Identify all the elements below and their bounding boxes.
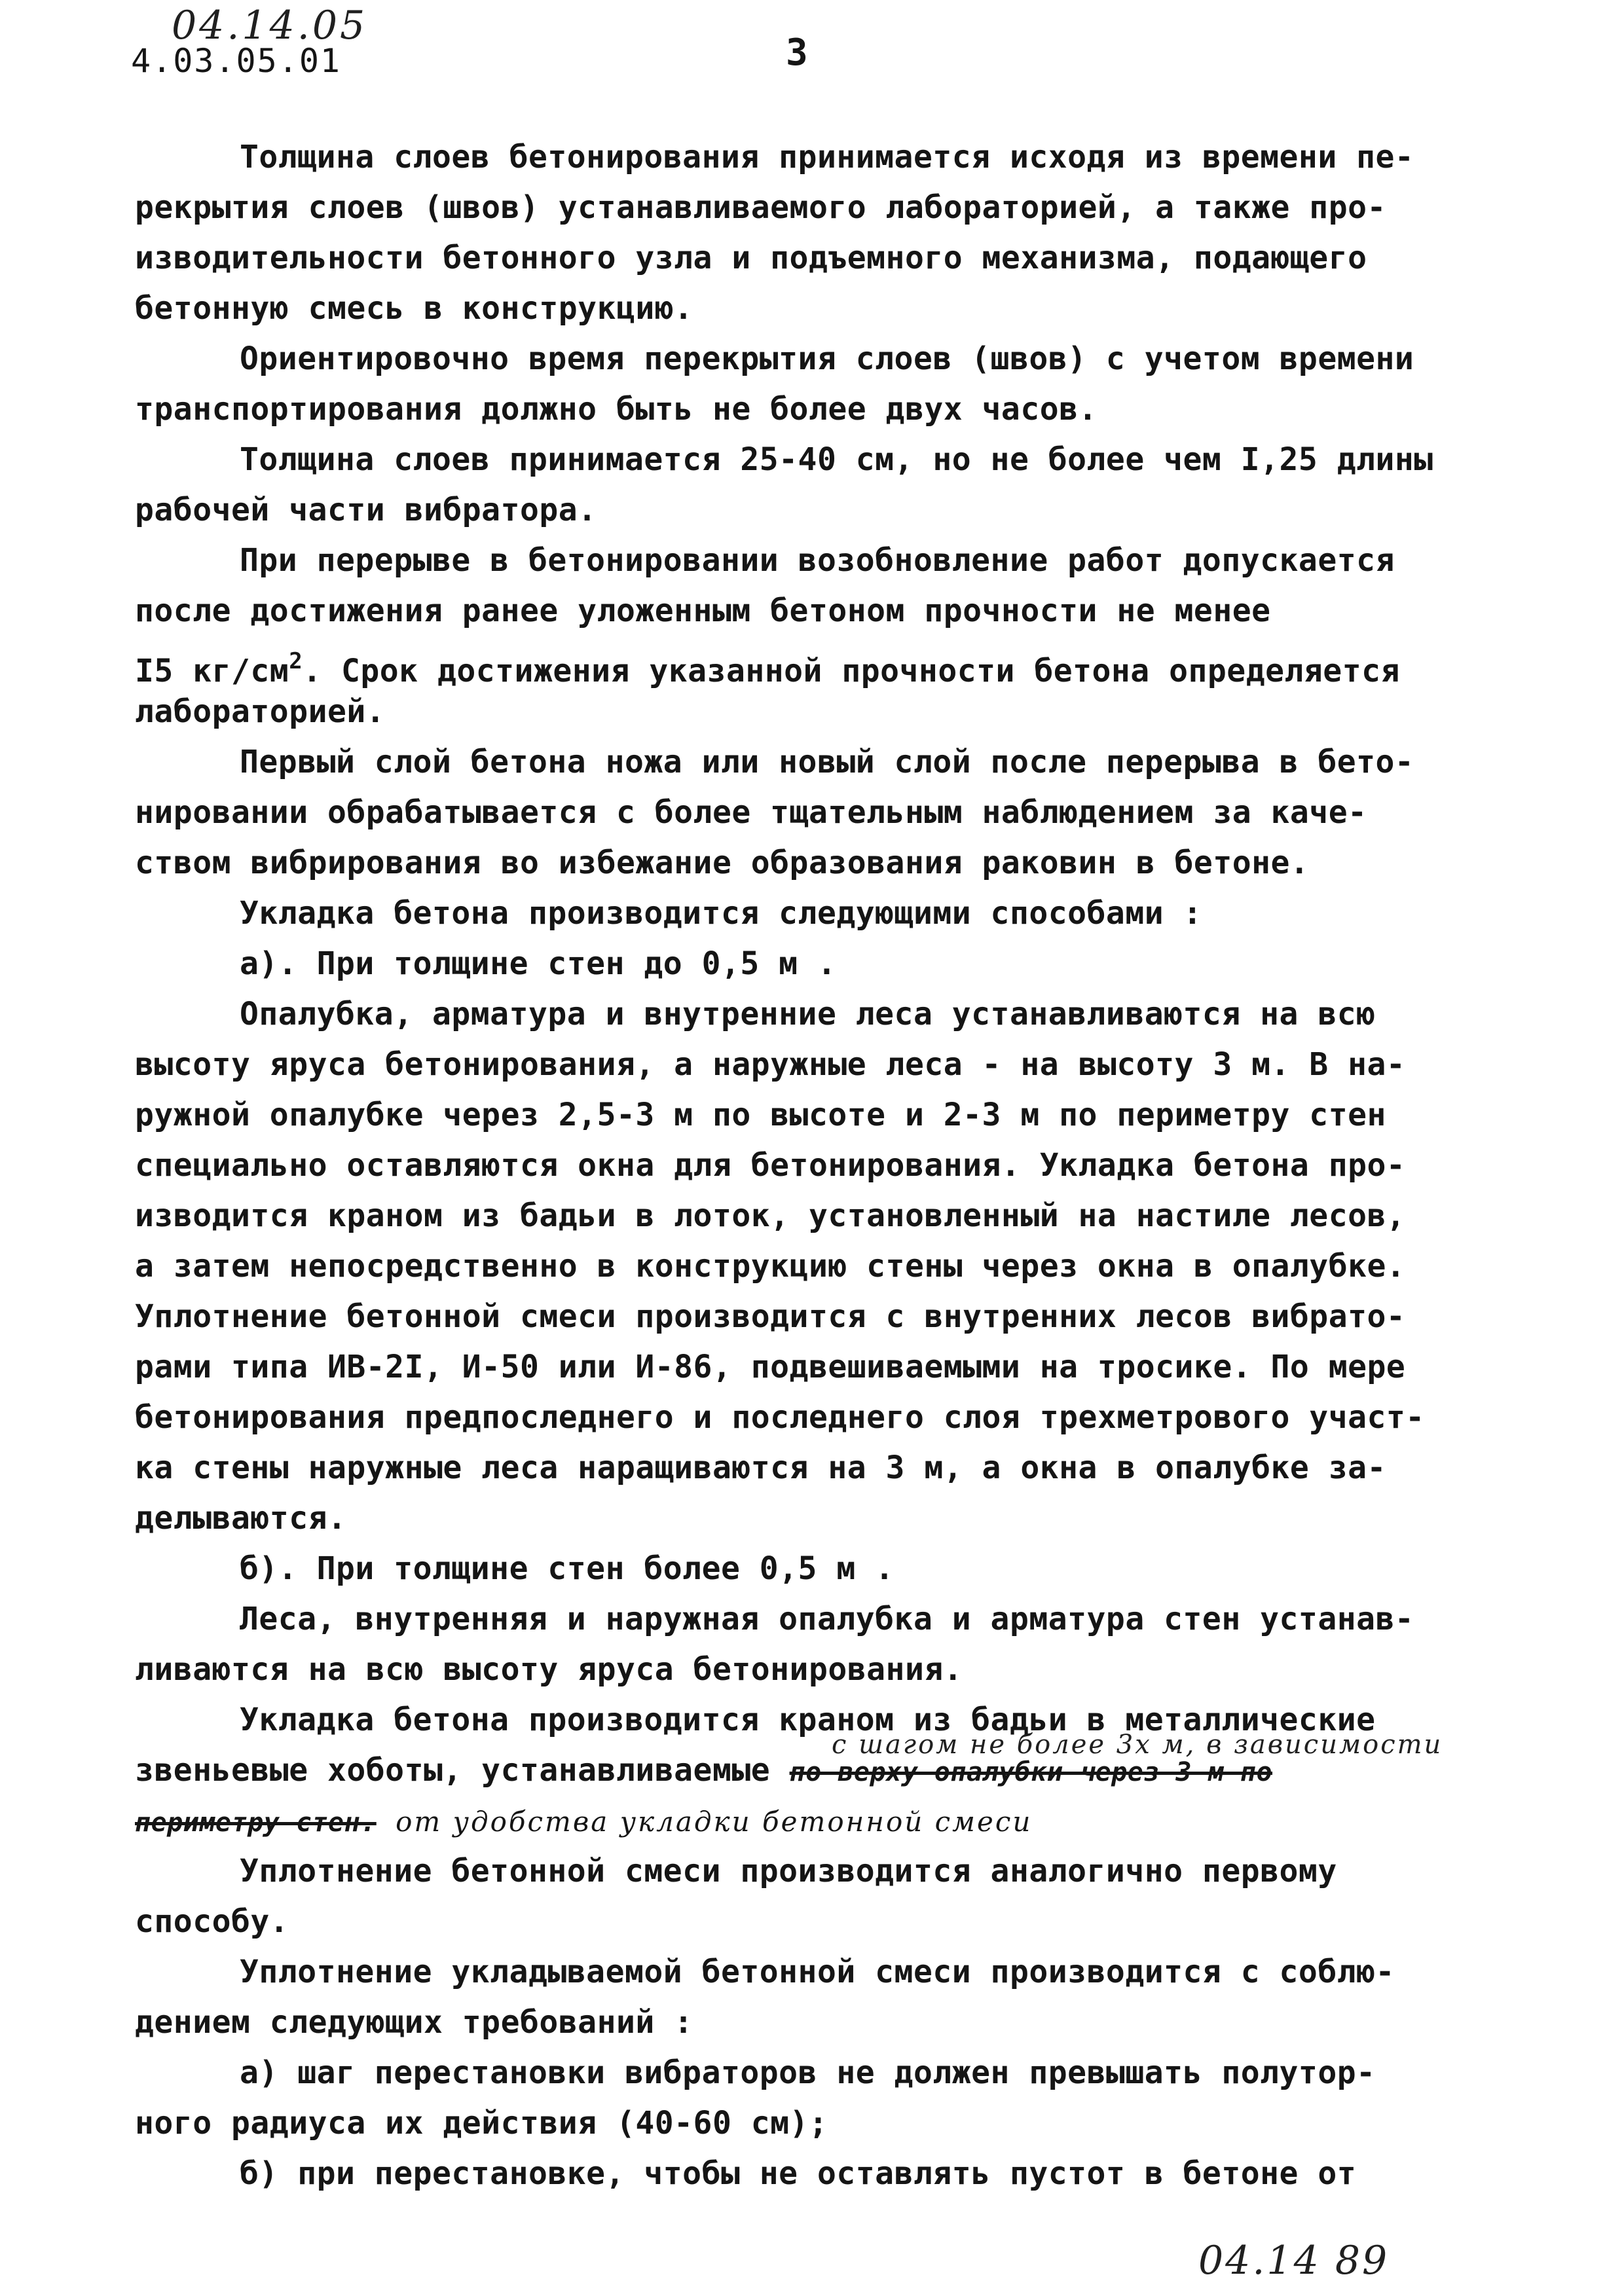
text-line: бетонирования предпоследнего и последнего слоя трехметрового участ- bbox=[135, 1399, 1425, 1436]
text-line: дением следующих требований : bbox=[135, 2004, 693, 2041]
handwritten-insertion: от удобства укладки бетонной смеси bbox=[396, 1806, 1033, 1838]
text-line: Первый слой бетона ножа или новый слой после перерыва в бето- bbox=[240, 744, 1414, 780]
text-line: Уплотнение бетонной смеси производится с внутренних лесов вибрато- bbox=[135, 1298, 1406, 1335]
text-line: Толщина слоев принимается 25-40 см, но не более чем I,25 длины bbox=[240, 441, 1433, 478]
text-line: Толщина слоев бетонирования принимается исходя из времени пе- bbox=[240, 139, 1414, 175]
struck-through-text: периметру стен. bbox=[135, 1808, 377, 1838]
text-line bbox=[135, 636, 1510, 687]
text-line: транспортирования должно быть не более двух часов. bbox=[135, 391, 1098, 428]
text-fragment: . Срок достижения указанной прочности бетона определяется bbox=[303, 653, 1400, 689]
handwritten-correction: с шагом не более 3х м, в зависимости bbox=[832, 1730, 1443, 1760]
text-line: рекрытия слоев (швов) устанавливаемого лабораторией, а также про- bbox=[135, 189, 1386, 226]
text-line: Уплотнение бетонной смеси производится аналогично первому bbox=[240, 1853, 1337, 1889]
text-line: нировании обрабатывается с более тщательным наблюдением за каче- bbox=[135, 794, 1367, 831]
text-line bbox=[135, 1745, 1510, 1796]
text-line: Леса, внутренняя и наружная опалубка и арматура стен устанав- bbox=[240, 1601, 1414, 1637]
text-line: рами типа ИВ-2I, И-50 или И-86, подвешиваемыми на тросике. По мере bbox=[135, 1349, 1406, 1385]
text-line: Укладка бетона производится следующими способами : bbox=[240, 895, 1202, 932]
text-line: б). При толщине стен более 0,5 м . bbox=[240, 1550, 895, 1587]
text-line: рабочей части вибратора. bbox=[135, 492, 597, 528]
handwritten-footer-mark: 04.14 89 bbox=[1198, 2238, 1390, 2284]
text-line: При перерыве в бетонировании возобновление работ допускается bbox=[240, 542, 1395, 579]
text-line: способу. bbox=[135, 1903, 289, 1940]
text-line: Ориентировочно время перекрытия слоев (швов) с учетом времени bbox=[240, 340, 1414, 377]
text-line: а) шаг перестановки вибраторов не должен превышать полутор- bbox=[240, 2054, 1376, 2091]
text-line: ружной опалубке через 2,5-3 м по высоте и 2-3 м по периметру стен bbox=[135, 1097, 1386, 1133]
text-fragment: звеньевые хоботы, устанавливаемые bbox=[135, 1752, 771, 1789]
text-line: Уплотнение укладываемой бетонной смеси производится с соблю- bbox=[240, 1954, 1395, 1990]
superscript: 2 bbox=[289, 648, 303, 674]
text-line: Опалубка, арматура и внутренние леса устанавливаются на всю bbox=[240, 996, 1376, 1032]
handwritten-code: 04.14.05 bbox=[172, 3, 368, 48]
document-number: 4.03.05.01 bbox=[131, 42, 342, 80]
page-number: 3 bbox=[786, 31, 808, 74]
text-fragment: I5 кг/см bbox=[135, 653, 289, 689]
text-line: высоту яруса бетонирования, а наружные леса - на высоту 3 м. В на- bbox=[135, 1046, 1406, 1083]
text-line: а затем непосредственно в конструкцию стены через окна в опалубке. bbox=[135, 1248, 1406, 1285]
text-line: бетонную смесь в конструкцию. bbox=[135, 290, 693, 327]
struck-through-text: по верху опалубки через 3 м по bbox=[789, 1757, 1273, 1787]
text-line: ливаются на всю высоту яруса бетонирования. bbox=[135, 1651, 963, 1688]
text-line: ного радиуса их действия (40-60 см); bbox=[135, 2105, 828, 2141]
text-line: б) при перестановке, чтобы не оставлять пустот в бетоне от bbox=[240, 2155, 1357, 2192]
text-line: делываются. bbox=[135, 1500, 347, 1537]
text-line: специально оставляются окна для бетонирования. Укладка бетона про- bbox=[135, 1147, 1406, 1184]
text-line: после достижения ранее уложенным бетоном прочности не менее bbox=[135, 592, 1271, 629]
text-line: Укладка бетона производится краном из бадьи в металлические bbox=[240, 1702, 1376, 1738]
text-line bbox=[135, 1796, 1510, 1846]
text-line: изводительности бетонного узла и подъемного механизма, подающего bbox=[135, 240, 1367, 276]
text-line: изводится краном из бадьи в лоток, установленный на настиле лесов, bbox=[135, 1197, 1406, 1234]
text-line: а). При толщине стен до 0,5 м . bbox=[240, 945, 837, 982]
document-body bbox=[135, 132, 1510, 2199]
text-line: ка стены наружные леса наращиваются на 3 м, а окна в опалубке за- bbox=[135, 1449, 1386, 1486]
text-line: ством вибрирования во избежание образования раковин в бетоне. bbox=[135, 845, 1310, 881]
text-line: лабораторией. bbox=[135, 693, 386, 730]
